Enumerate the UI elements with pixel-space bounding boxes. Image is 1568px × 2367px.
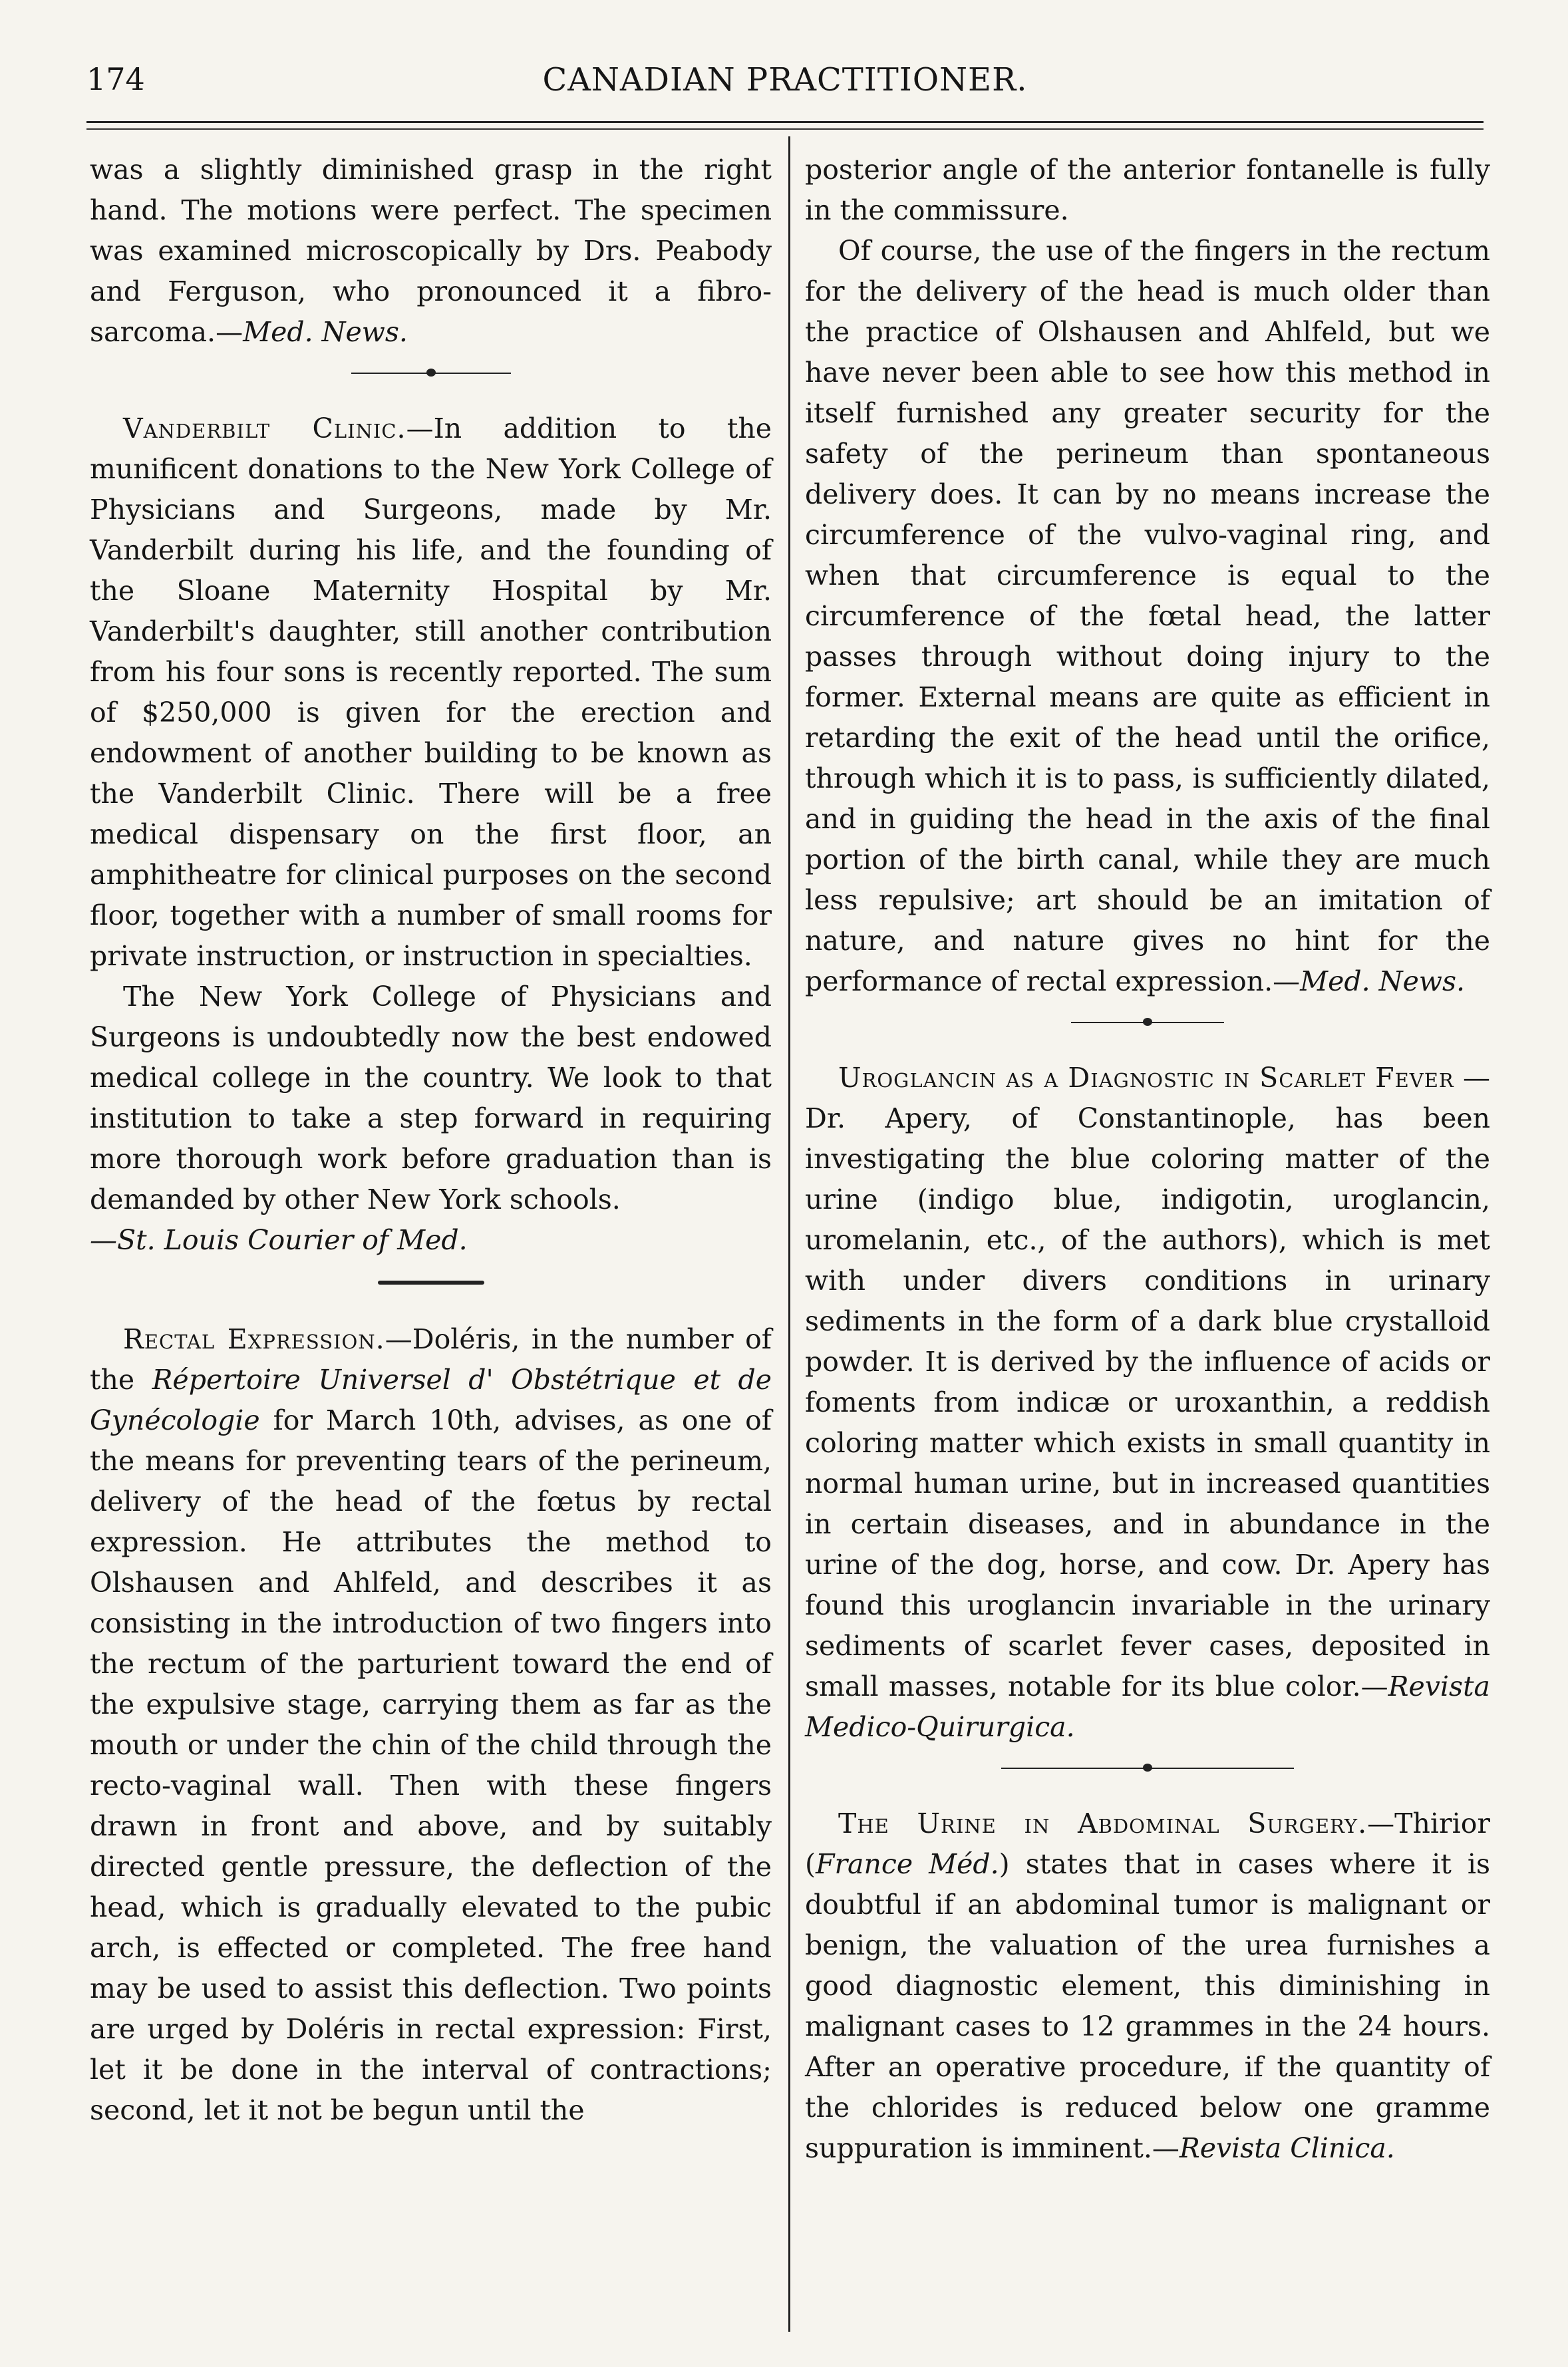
article-source: Revista Clinica. xyxy=(1179,2132,1395,2164)
article-rectal-expression xyxy=(90,1319,772,2131)
article-source: —St. Louis Courier of Med. xyxy=(90,1224,468,1256)
article-continuation xyxy=(90,150,772,353)
section-divider xyxy=(90,353,772,408)
article-text: Of course, the use of the fingers in the rectum for the delivery of the head is much older than the practice of Olshausen and Ahlfeld, but we have never been able to see how this method in itself furnished any greater security for the safety of the perineum than spontaneous delivery does. It can by no means increase the circumference of the vulvo-vaginal ring, and when that circumference is equal to the circumference of the fœtal head, the latter passes through without doing injury to the former. External means are quite as efficient in retarding the exit of the head until the orifice, through which it is to pass, is sufficiently dilated, and in guiding the head in the axis of the final portion of the birth canal, while they are much less repulsive; art should be an imitation of nature, and nature gives no hint for the performance of rectal expression.— xyxy=(805,235,1490,997)
article-source: Med. News. xyxy=(1300,965,1466,997)
section-divider xyxy=(90,1261,772,1319)
section-divider xyxy=(805,1002,1490,1058)
journal-title: CANADIAN PRACTITIONER. xyxy=(542,61,1028,98)
article-vanderbilt xyxy=(90,408,772,977)
article-title: Vanderbilt Clinic. xyxy=(123,412,406,444)
article-paragraph xyxy=(805,231,1490,1002)
article-text: —Thirior ( xyxy=(805,1808,1490,1880)
article-text: ) states that in cases where it is doubtful if an abdominal tumor is malignant or benign, the valuation of the urea furnishes a good diagnostic element, this diminishing in malignant cases to 12 grammes in the 24 hours. After an operative procedure, if the quantity of the chlorides is reduced below one gramme suppuration is imminent.— xyxy=(805,1848,1490,2164)
article-title: Uroglancin as a Diagnostic in Scarlet Fever xyxy=(838,1062,1454,1094)
article-text: —Doléris, in the number of the xyxy=(90,1323,772,1396)
article-title: The Urine in Abdominal Surgery. xyxy=(838,1808,1368,1839)
article-title: Rectal Expression. xyxy=(123,1323,385,1355)
article-urine-surgery xyxy=(805,1804,1490,2169)
header-rule-secondary xyxy=(86,128,1484,130)
article-text: for March 10th, advises, as one of the means for preventing tears of the perineum, delivery of the head of the fœtus by rectal expression. He attributes the method to Olshausen and Ahlfeld, and describes it as consisting in the introduction of two fingers into the rectum of the parturient toward the end of the expulsive stage, carrying them as far as the mouth or under the chin of the child through the recto-vaginal wall. Then with these fingers drawn in front and above, and by suitably directed gentle pressure, the deflection of the head, which is gradually elevated to the pubic arch, is effected or completed. The free hand may be used to assist this deflection. Two points are urged by Doléris in rectal expression: First, let it be done in the interval of contractions; second, let it not be begun until the xyxy=(90,1404,772,2126)
article-text: The New York College of Physicians and Surgeons is undoubtedly now the best endowed medical college in the country. We look to that institution to take a step forward in requiring more thorough work before graduation than is demanded by other New York schools. xyxy=(90,981,772,1215)
article-text: —Dr. Apery, of Constantinople, has been investigating the blue coloring matter of the urine (indigo blue, indigotin, uroglancin, uromelanin, etc., of the authors), which is met with under divers conditions in urinary sediments in the form of a dark blue crystalloid powder. It is derived by the influence of acids or foments from indicæ or uroxanthin, a reddish coloring matter which exists in small quantity in normal human urine, but in increased quantities in certain diseases, and in abundance in the urine of the dog, horse, and cow. Dr. Apery has found this uroglancin invariable in the urinary sediments of scarlet fever cases, deposited in small masses, notable for its blue color.— xyxy=(805,1062,1490,1702)
left-column xyxy=(90,150,772,2131)
page-number: 174 xyxy=(86,61,145,97)
journal-name: France Méd. xyxy=(816,1848,999,1880)
journal-name: Répertoire Universel d' Obstétrique et de Gynécologie xyxy=(90,1364,772,1436)
column-divider xyxy=(788,136,790,2332)
article-uroglancin xyxy=(805,1058,1490,1748)
article-source: Med. News. xyxy=(243,316,408,348)
article-text: was a slightly diminished grasp in the right hand. The motions were perfect. The specimen was examined microscopically by Drs. Peabody and Ferguson, who pronounced it a fibro-sarcoma.— xyxy=(90,154,772,348)
article-text: —In addition to the munificent donations to the New York College of Physicians and Surgeons, made by Mr. Vanderbilt during his life, and the founding of the Sloane Maternity Hospital by Mr. Vanderbilt's daughter, still another contribution from his four sons is recently reported. The sum of $250,000 is given for the erection and endowment of another building to be known as the Vanderbilt Clinic. There will be a free medical dispensary on the first floor, an amphitheatre for clinical purposes on the second floor, together with a number of small rooms for private instruction, or instruction in specialties. xyxy=(90,412,772,972)
article-paragraph xyxy=(90,977,772,1220)
article-continuation: posterior angle of the anterior fontanelle is fully in the commissure. xyxy=(805,154,1490,226)
section-divider xyxy=(805,1748,1490,1804)
page-header xyxy=(86,55,1484,114)
article-source: Revista Medico-Quirurgica. xyxy=(805,1670,1490,1743)
header-rule xyxy=(86,121,1484,123)
right-column xyxy=(805,150,1490,2169)
